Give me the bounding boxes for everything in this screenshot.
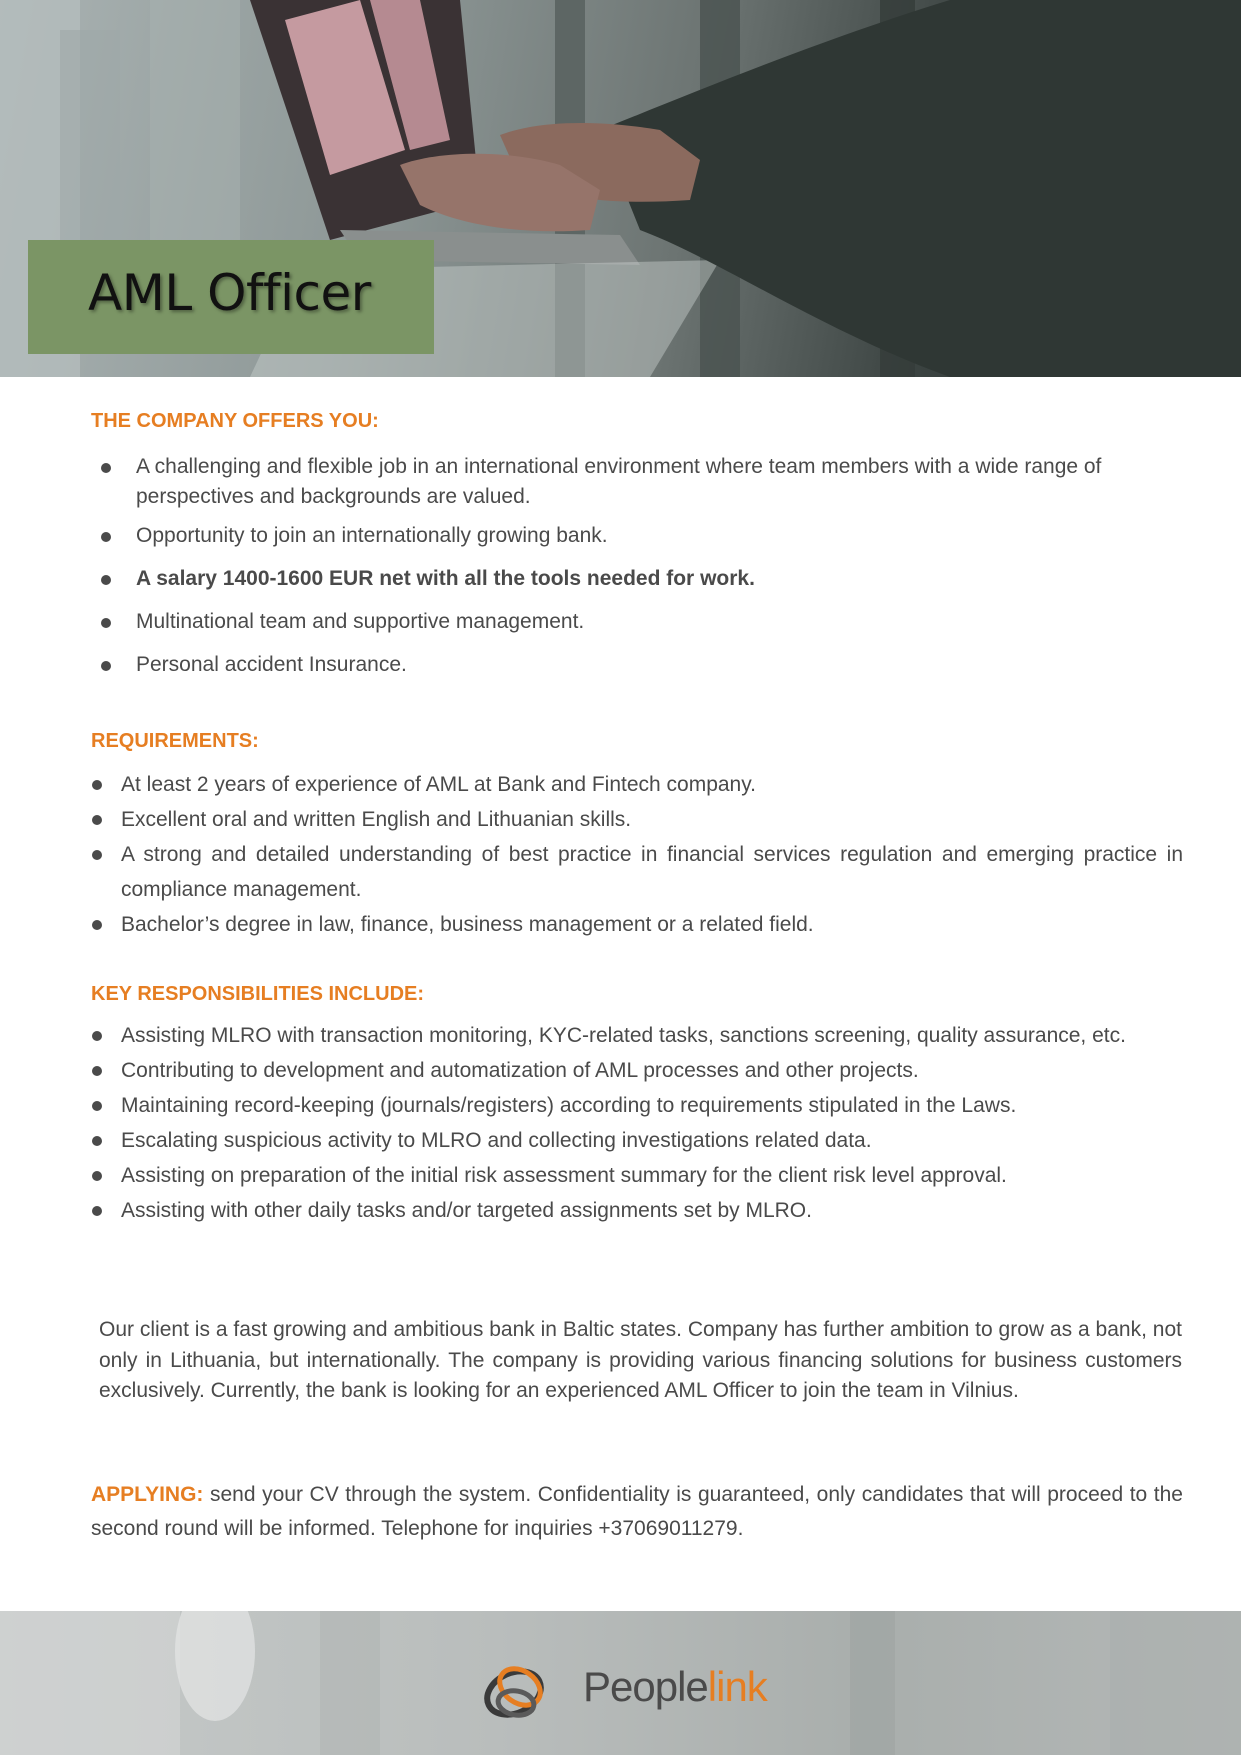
applying-label: APPLYING:	[91, 1483, 204, 1506]
peoplelink-logo-text	[583, 1663, 767, 1711]
offers-heading: THE COMPANY OFFERS YOU:	[91, 410, 379, 432]
title-banner	[28, 240, 434, 354]
logo-accent: link	[707, 1663, 767, 1710]
list-item: Assisting MLRO with transaction monitoring, KYC-related tasks, sanctions screening, quality assurance, etc.	[121, 1018, 1183, 1053]
list-item: Escalating suspicious activity to MLRO and collecting investigations related data.	[121, 1123, 1183, 1158]
list-item: Contributing to development and automatization of AML processes and other projects.	[121, 1053, 1183, 1088]
peoplelink-logo-icon	[476, 1651, 556, 1731]
requirements-list	[121, 767, 1183, 942]
requirements-heading: REQUIREMENTS:	[91, 730, 259, 752]
list-item: A strong and detailed understanding of best practice in financial services regulation and emerging practice in compliance management.	[121, 837, 1183, 907]
applying-section	[91, 1478, 1183, 1546]
list-item: A salary 1400-1600 EUR net with all the tools needed for work.	[136, 564, 1183, 594]
list-item: A challenging and flexible job in an international environment where team members with a wide range of perspectives and backgrounds are valued.	[136, 452, 1183, 512]
footer-banner	[0, 1611, 1241, 1755]
logo-main: People	[583, 1663, 708, 1710]
list-item: Excellent oral and written English and Lithuanian skills.	[121, 802, 1183, 837]
applying-text: send your CV through the system. Confidentiality is guaranteed, only candidates that will proceed to the second round will be informed. Telephone for inquiries +37069011279.	[91, 1483, 1183, 1540]
list-item: Maintaining record-keeping (journals/registers) according to requirements stipulated in the Laws.	[121, 1088, 1183, 1123]
list-item: At least 2 years of experience of AML at Bank and Fintech company.	[121, 767, 1183, 802]
company-description: Our client is a fast growing and ambitious bank in Baltic states. Company has further ambition to grow as a bank, not only in Lithuania, but internationally. The company is providing various financing solutions for business customers exclusively. Currently, the bank is looking for an experienced AML Officer to join the team in Vilnius.	[99, 1318, 1182, 1402]
hero-image	[0, 0, 1241, 377]
list-item: Assisting on preparation of the initial risk assessment summary for the client risk level approval.	[121, 1158, 1183, 1193]
list-item: Multinational team and supportive management.	[136, 607, 1183, 637]
page-title: AML Officer	[88, 264, 371, 322]
list-item: Bachelor’s degree in law, finance, business management or a related field.	[121, 907, 1183, 942]
list-item: Assisting with other daily tasks and/or targeted assignments set by MLRO.	[121, 1193, 1183, 1228]
list-item: Personal accident Insurance.	[136, 650, 1183, 680]
offers-list	[136, 452, 1183, 693]
responsibilities-heading: KEY RESPONSIBILITIES INCLUDE:	[91, 983, 425, 1005]
list-item: Opportunity to join an internationally growing bank.	[136, 521, 1183, 551]
responsibilities-list	[121, 1018, 1183, 1228]
